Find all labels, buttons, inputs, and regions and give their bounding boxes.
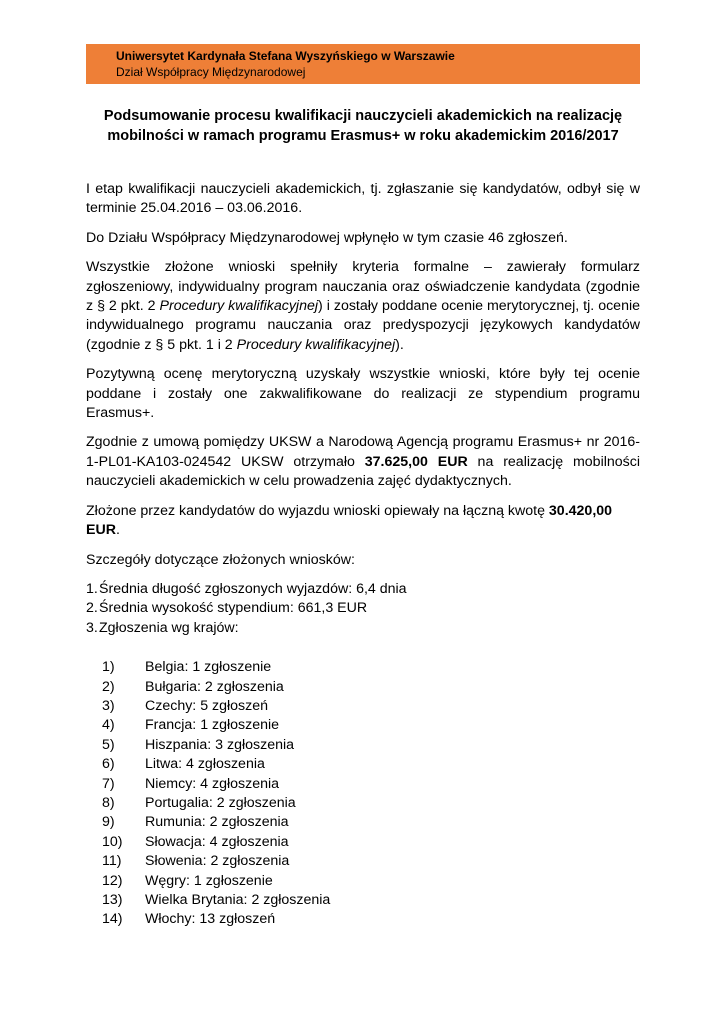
list-item: 13) Wielka Brytania: 2 zgłoszenia xyxy=(102,892,331,908)
paragraph-details-intro: Szczegóły dotyczące złożonych wniosków: xyxy=(86,551,355,568)
list-item: 5) Hiszpania: 3 zgłoszenia xyxy=(102,736,295,753)
paragraph-applications-count: Do Działu Współpracy Międzynarodowej wpłynęło w tym czasie 46 zgłoszeń. xyxy=(86,229,568,246)
list-item: 1) Belgia: 1 zgłoszenie xyxy=(102,659,272,676)
list-item: 2. Średnia wysokość stypendium: 661,3 EUR xyxy=(86,600,368,617)
list-item: 7) Niemcy: 4 zgłoszenia xyxy=(102,775,280,792)
list-item: 2) Bułgaria: 2 zgłoszenia xyxy=(102,678,284,695)
list-item: 4) Francja: 1 zgłoszenie xyxy=(102,717,280,734)
header-banner xyxy=(86,44,640,84)
paragraph-evaluation: Pozytywną ocenę merytoryczną uzyskały wszystkie wnioski, które były tej ocenie poddane i zostały one zakwalifikowane do realizacji ze stypendium programu Erasmus+. xyxy=(86,366,640,422)
list-item: 11) Słowenia: 2 zgłoszenia xyxy=(102,853,290,870)
document-body xyxy=(86,180,640,930)
department-name: Dział Współpracy Międzynarodowej xyxy=(116,65,306,79)
list-item: 9) Rumunia: 2 zgłoszenia xyxy=(102,814,289,831)
document-title: Podsumowanie procesu kwalifikacji nauczycieli akademickich na realizację mobilności w ramach programu Erasmus+ w roku akademickim 2016/2017 xyxy=(103,108,623,144)
list-item: 14) Włochy: 13 zgłoszeń xyxy=(102,911,276,928)
stats-list xyxy=(86,580,640,638)
list-item: 10) Słowacja: 4 zgłoszenia xyxy=(102,833,289,850)
countries-list xyxy=(86,658,640,930)
paragraph-requested-total: Złożone przez kandydatów do wyjazdu wnioski opiewały na łączną kwotę 30.420,00 EUR. xyxy=(86,502,613,539)
list-item: 3) Czechy: 5 zgłoszeń xyxy=(102,697,269,714)
funding-amount: 37.625,00 EUR xyxy=(364,453,468,470)
list-item: 6) Litwa: 4 zgłoszenia xyxy=(102,756,265,773)
paragraph-formal-criteria: Wszystkie złożone wnioski spełniły kryteria formalne – zawierały formularz zgłoszeniowy, indywidualny program nauczania oraz oświadczenie kandydata (zgodnie z § 2 pkt. 2 Procedury kwalifikacyjnej) i zostały poddane ocenie merytorycznej, tj. ocenie indywidualnego programu nauczania oraz predyspozycji językowych kandydatów (zgodnie z § 5 pkt. 1 i 2 Procedury kwalifikacyjnej). xyxy=(86,259,640,353)
list-item: 8) Portugalia: 2 zgłoszenia xyxy=(102,794,296,811)
paragraph-stage: I etap kwalifikacji nauczycieli akademickich, tj. zgłaszanie się kandydatów, odbył się w terminie 25.04.2016 – 03.06.2016. xyxy=(86,181,640,217)
list-item: 1. Średnia długość zgłoszonych wyjazdów: 6,4 dnia xyxy=(86,580,407,597)
paragraph-funding: Zgodnie z umową pomiędzy UKSW a Narodową Agencją programu Erasmus+ nr 2016-1-PL01-KA103-024542 UKSW otrzymało 37.625,00 EUR na realizację mobilności nauczycieli akademickich w celu prowadzenia zajęć dydaktycznych. xyxy=(86,434,641,490)
university-name: Uniwersytet Kardynała Stefana Wyszyńskiego w Warszawie xyxy=(116,49,455,63)
list-item: 12) Węgry: 1 zgłoszenie xyxy=(102,872,273,889)
list-item: 3. Zgłoszenia wg krajów: xyxy=(86,619,239,636)
requested-amount: 30.420,00 EUR xyxy=(86,502,613,539)
